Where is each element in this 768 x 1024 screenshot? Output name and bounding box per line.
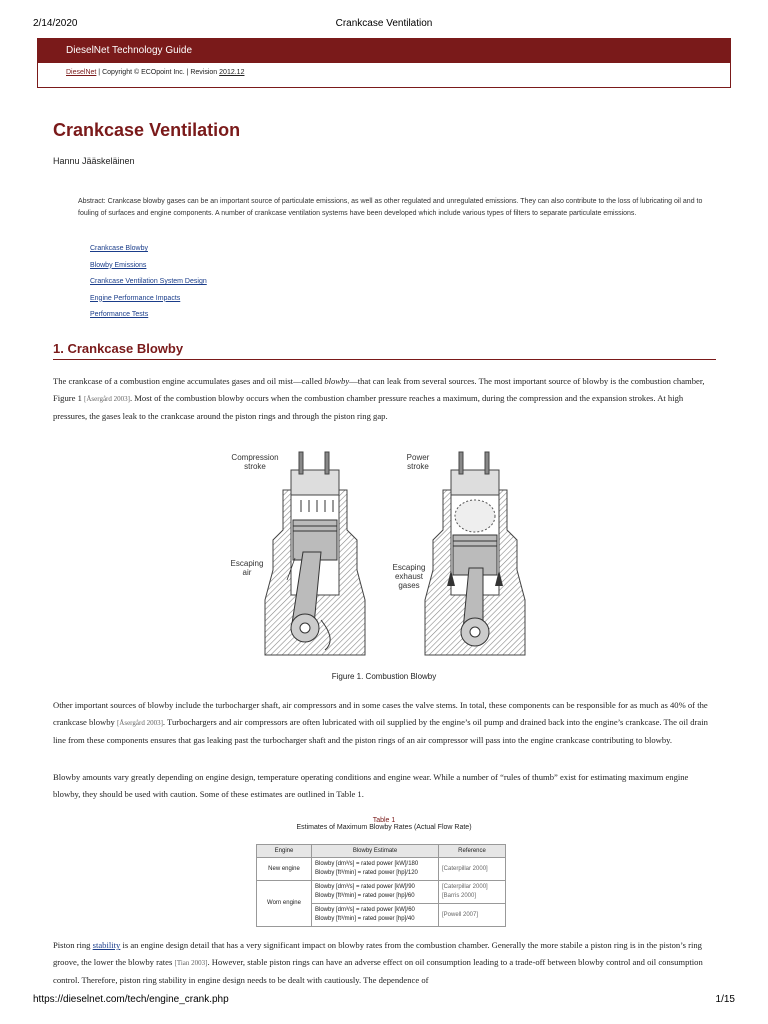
- stability-link[interactable]: stability: [92, 940, 121, 950]
- paragraph-4: [53, 937, 716, 988]
- revision-number: 2012.12: [219, 69, 245, 76]
- estimate-imperial: Blowby [ft³/min] = rated power [hp]/40: [315, 916, 415, 922]
- label-escaping-air-line2: air: [242, 568, 252, 577]
- estimate-imperial: Blowby [ft³/min] = rated power [hp]/60: [315, 893, 415, 899]
- p4-text-b: is an engine design detail that has a very significant impact on blowby rates from the combustion chamber. Generally the more stabile a piston ring is in the piston’s ring groove, the lower the blowby rates: [53, 940, 702, 967]
- p1-reference: [Åsergård 2003]: [84, 395, 130, 403]
- label-escaping-exhaust-line2: exhaust: [394, 572, 424, 581]
- print-url: https://dieselnet.com/tech/engine_crank.php: [33, 994, 229, 1005]
- author: Hannu Jääskeläinen: [53, 156, 135, 166]
- p4-text-c: . However, stable piston rings can have an adverse effect on oil consumption leading to a trade-off between blowby control and oil consumption control. Therefore, piston ring stability in engine design needs to be dealt with cautiously. The dependence of: [53, 957, 703, 985]
- toc-link-blowby-emissions[interactable]: Blowby Emissions: [90, 261, 147, 269]
- table-of-contents: [90, 243, 207, 326]
- cell-reference: [439, 858, 506, 881]
- cell-worn-engine: Worn engine: [257, 881, 312, 927]
- paragraph-3: Blowby amounts vary greatly depending on engine design, temperature operating conditions and engine wear. While a number of “rules of thumb” exist for estimating maximum engine blowby, they should be used with caution. Some of these estimates are outlined in Table 1.: [53, 772, 689, 799]
- print-page-number: 1/15: [715, 994, 735, 1005]
- reference-2: [Barris 2000]: [442, 893, 477, 899]
- p1-text-c: . Most of the combustion blowby occurs when the combustion chamber pressure reaches a maximum, during the compression and the expansion strokes. At high pressures, the gases leak to the crankcase around the piston rings and through the piston ring gap.: [53, 393, 684, 421]
- label-power-line1: Power: [406, 453, 430, 462]
- table-description: Estimates of Maximum Blowby Rates (Actual Flow Rate): [296, 824, 472, 831]
- cell-estimate: [312, 858, 439, 881]
- combustion-blowby-figure: [225, 440, 543, 666]
- table-label: Table 1: [372, 817, 396, 824]
- cell-estimate: [312, 881, 439, 904]
- reference-1: [Powell 2007]: [442, 911, 479, 918]
- label-escaping-exhaust-line3: gases: [398, 581, 420, 590]
- figure-caption: Figure 1. Combustion Blowby: [331, 672, 437, 681]
- copyright-text: | Copyright © ECOpoint Inc. | Revision: [96, 69, 220, 76]
- site-bar-title: DieselNet Technology Guide: [38, 39, 730, 63]
- toc-link-performance-tests[interactable]: Performance Tests: [90, 311, 149, 318]
- table-row: [257, 858, 506, 881]
- cell-new-engine: New engine: [257, 858, 312, 881]
- paragraph-1: [53, 373, 716, 425]
- abstract: Abstract: Crankcase blowby gases can be an important source of particulate emissions, as well as other regulated and unregulated emissions. They can also contribute to the loss of lubricating oil and to fouling of surfaces and engine components. A number of crankcase ventilation systems have been developed which include various types of filters to separate particulate emissions.: [78, 198, 703, 217]
- table-row: [257, 881, 506, 904]
- p1-text-a: The crankcase of a combustion engine accumulates gases and oil mist—called: [53, 376, 325, 386]
- p2-reference: [Åsergård 2003]: [116, 719, 163, 727]
- label-power-line2: stroke: [407, 462, 429, 471]
- p2-text-b: . Turbochargers and air compressors are often lubricated with oil supplied by the engine’s oil pump and drained back into the engine’s crankcase. The oil drain line from these components ensures that gas leaking past the turbocharger shaft and the piston rings of an air compressor will pass into the engine crankcase contributing to blowby.: [53, 717, 708, 745]
- reference-1: [Caterpillar 2000]: [442, 865, 488, 872]
- header-reference: Reference: [439, 845, 506, 858]
- label-escaping-exhaust-line1: Escaping: [392, 563, 426, 572]
- cell-reference: [439, 881, 506, 904]
- page-title: Crankcase Ventilation: [53, 120, 241, 140]
- table-header-row: [257, 845, 506, 858]
- compression-engine-drawing: [265, 452, 365, 655]
- print-date: 2/14/2020: [33, 18, 78, 29]
- estimate-metric: Blowby [dm³/s] = rated power [kW]/90: [315, 884, 415, 890]
- header-engine: Engine: [257, 845, 312, 858]
- toc-link-ventilation-design[interactable]: Crankcase Ventilation System Design: [90, 278, 207, 285]
- label-escaping-air-line1: Escaping: [230, 559, 264, 568]
- cell-estimate: [312, 904, 439, 927]
- toc-link-performance-impacts[interactable]: Engine Performance Impacts: [90, 294, 181, 302]
- p4-text-a: Piston ring: [53, 940, 93, 950]
- power-engine-drawing: [425, 452, 525, 655]
- header-blowby-estimate: Blowby Estimate: [312, 845, 439, 858]
- estimate-imperial: Blowby [ft³/min] = rated power [hp]/120: [315, 870, 418, 876]
- estimate-metric: Blowby [dm³/s] = rated power [kW]/60: [315, 907, 415, 913]
- reference-1: [Caterpillar 2000]: [442, 884, 488, 890]
- p1-emphasis: blowby: [324, 376, 350, 386]
- label-compression-line1: Compression: [231, 453, 279, 462]
- cell-reference: [439, 904, 506, 927]
- paragraph-2: [53, 697, 716, 749]
- section-heading-crankcase-blowby: 1. Crankcase Blowby: [53, 341, 716, 360]
- toc-link-crankcase-blowby[interactable]: Crankcase Blowby: [90, 245, 148, 252]
- table-caption: [0, 817, 768, 831]
- label-compression-line2: stroke: [244, 462, 266, 471]
- dieselnet-home-link[interactable]: DieselNet: [66, 69, 97, 76]
- site-meta: [38, 63, 730, 76]
- blowby-rates-table: [256, 844, 506, 927]
- p4-reference: [Tian 2003]: [174, 959, 208, 967]
- print-title: Crankcase Ventilation: [335, 18, 433, 29]
- site-header: [37, 38, 731, 88]
- p2-text-a: Other important sources of blowby include the turbocharger shaft, air compressors and in some cases the valve stems. In total, these components can be responsible for as much as 40% of the crankcase blowby: [53, 700, 708, 727]
- p1-text-b: —that can leak from several sources. The most important source of blowby is the combustion chamber, Figure 1: [53, 376, 705, 403]
- estimate-metric: Blowby [dm³/s] = rated power [kW]/180: [315, 861, 419, 867]
